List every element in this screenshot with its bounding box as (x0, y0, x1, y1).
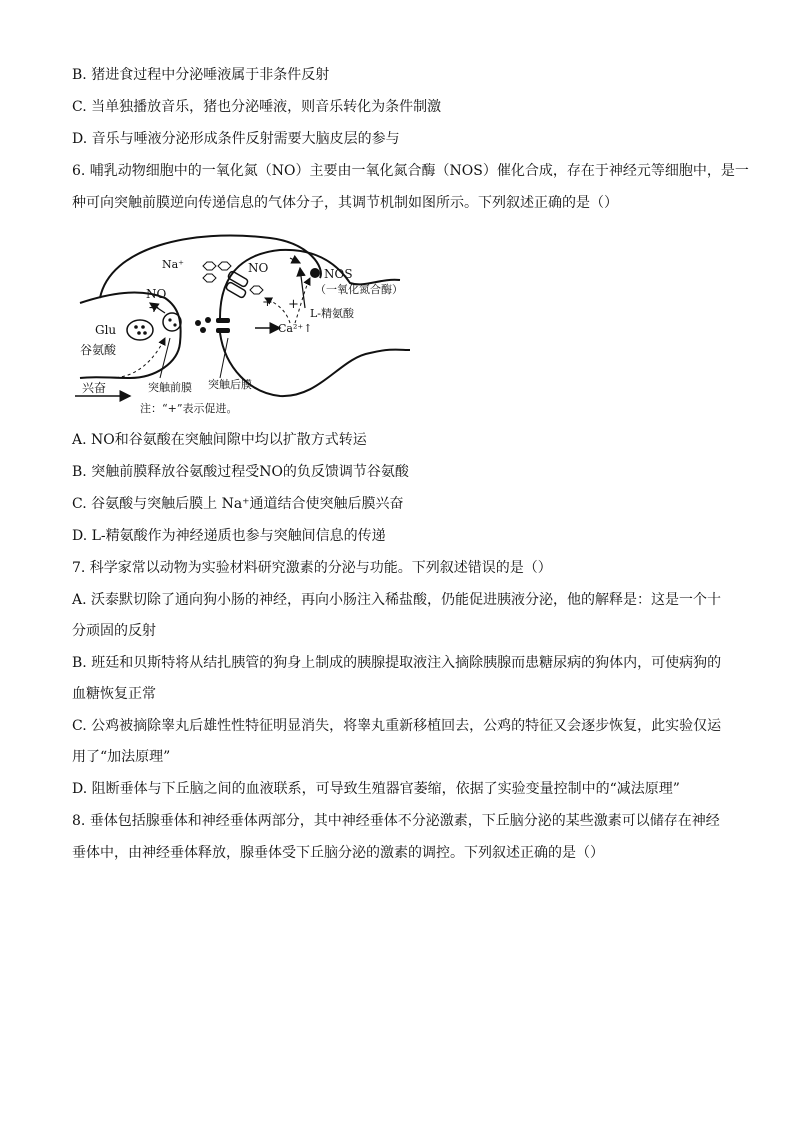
option-6b: B. 突触前膜释放谷氨酸过程受NO的负反馈调节谷氨酸 (72, 464, 409, 480)
plus-left: + (148, 300, 160, 316)
excite-label: 兴奋 (82, 381, 107, 395)
question-6-line1: 6. 哺乳动物细胞中的一氧化氮（NO）主要由一氧化氮合酶（NOS）催化合成，存在于神经元等细胞中，是一 (72, 163, 749, 179)
question-8-line2: 垂体中，由神经垂体释放，腺垂体受下丘脑分泌的激素的调控。下列叙述正确的是（） (72, 845, 604, 861)
option-7a-line1: A. 沃泰默切除了通向狗小肠的神经，再向小肠注入稀盐酸，仍能促进胰液分泌，他的解释是：这是一个十 (72, 592, 722, 608)
l-arginine-label: L-精氨酸 (310, 307, 355, 320)
plus-mid-1: + (262, 295, 273, 310)
question-6-line2: 种可向突触前膜逆向传递信息的气体分子，其调节机制如图所示。下列叙述正确的是（） (72, 195, 618, 211)
figure-note: 注：“+”表示促进。 (140, 402, 238, 415)
no-label-left: NO (146, 287, 167, 301)
na-label: Na⁺ (162, 258, 184, 271)
line-d5: D. 音乐与唾液分泌形成条件反射需要大脑皮层的参与 (72, 131, 400, 147)
glu-cn-label: 谷氨酸 (80, 343, 117, 357)
question-8-line1: 8. 垂体包括腺垂体和神经垂体两部分，其中神经垂体不分泌激素，下丘脑分泌的某些激素可以储存在神经 (72, 813, 720, 829)
nos-synapse-figure (70, 228, 420, 428)
question-7: 7. 科学家常以动物为实验材料研究激素的分泌与功能。下列叙述错误的是（） (72, 560, 552, 576)
option-7b-line2: 血糖恢复正常 (72, 686, 156, 702)
pre-membrane-label: 突触前膜 (148, 381, 192, 394)
glu-label: Glu (95, 323, 117, 337)
retrograde-arc (100, 236, 321, 299)
option-6c: C. 谷氨酸与突触后膜上 Na⁺通道结合使突触后膜兴奋 (72, 496, 404, 512)
line-b5: B. 猪进食过程中分泌唾液属于非条件反射 (72, 67, 330, 83)
no-label-top: NO (248, 261, 269, 275)
option-7a-line2: 分顽固的反射 (72, 623, 156, 639)
post-membrane-label: 突触后膜 (208, 378, 252, 391)
option-7c-line1: C. 公鸡被摘除睾丸后雄性性特征明显消失，将睾丸重新移植回去，公鸡的特征又会逐步恢复，此实验仅运 (72, 718, 722, 734)
option-6d: D. L-精氨酸作为神经递质也参与突触间信息的传递 (72, 528, 386, 544)
option-7c-line2: 用了“加法原理” (72, 749, 171, 765)
line-c5: C. 当单独播放音乐，猪也分泌唾液，则音乐转化为条件制激 (72, 99, 442, 115)
nos-label: NOS (324, 267, 353, 281)
option-6a: A. NO和谷氨酸在突触间隙中均以扩散方式转运 (72, 432, 367, 448)
option-7b-line1: B. 班廷和贝斯特将从结扎胰管的狗身上制成的胰腺提取液注入摘除胰腺而患糖尿病的狗体内，可使病狗的 (72, 655, 722, 671)
option-7d: D. 阻断垂体与下丘脑之间的血液联系，可导致生殖器官萎缩，依据了实验变量控制中的“减法原理” (72, 781, 680, 797)
nos-cn-label: （一氧化氮合酶） (315, 283, 403, 296)
ca-label: Ca²⁺↑ (278, 322, 313, 335)
plus-mid-2: + (288, 297, 299, 312)
